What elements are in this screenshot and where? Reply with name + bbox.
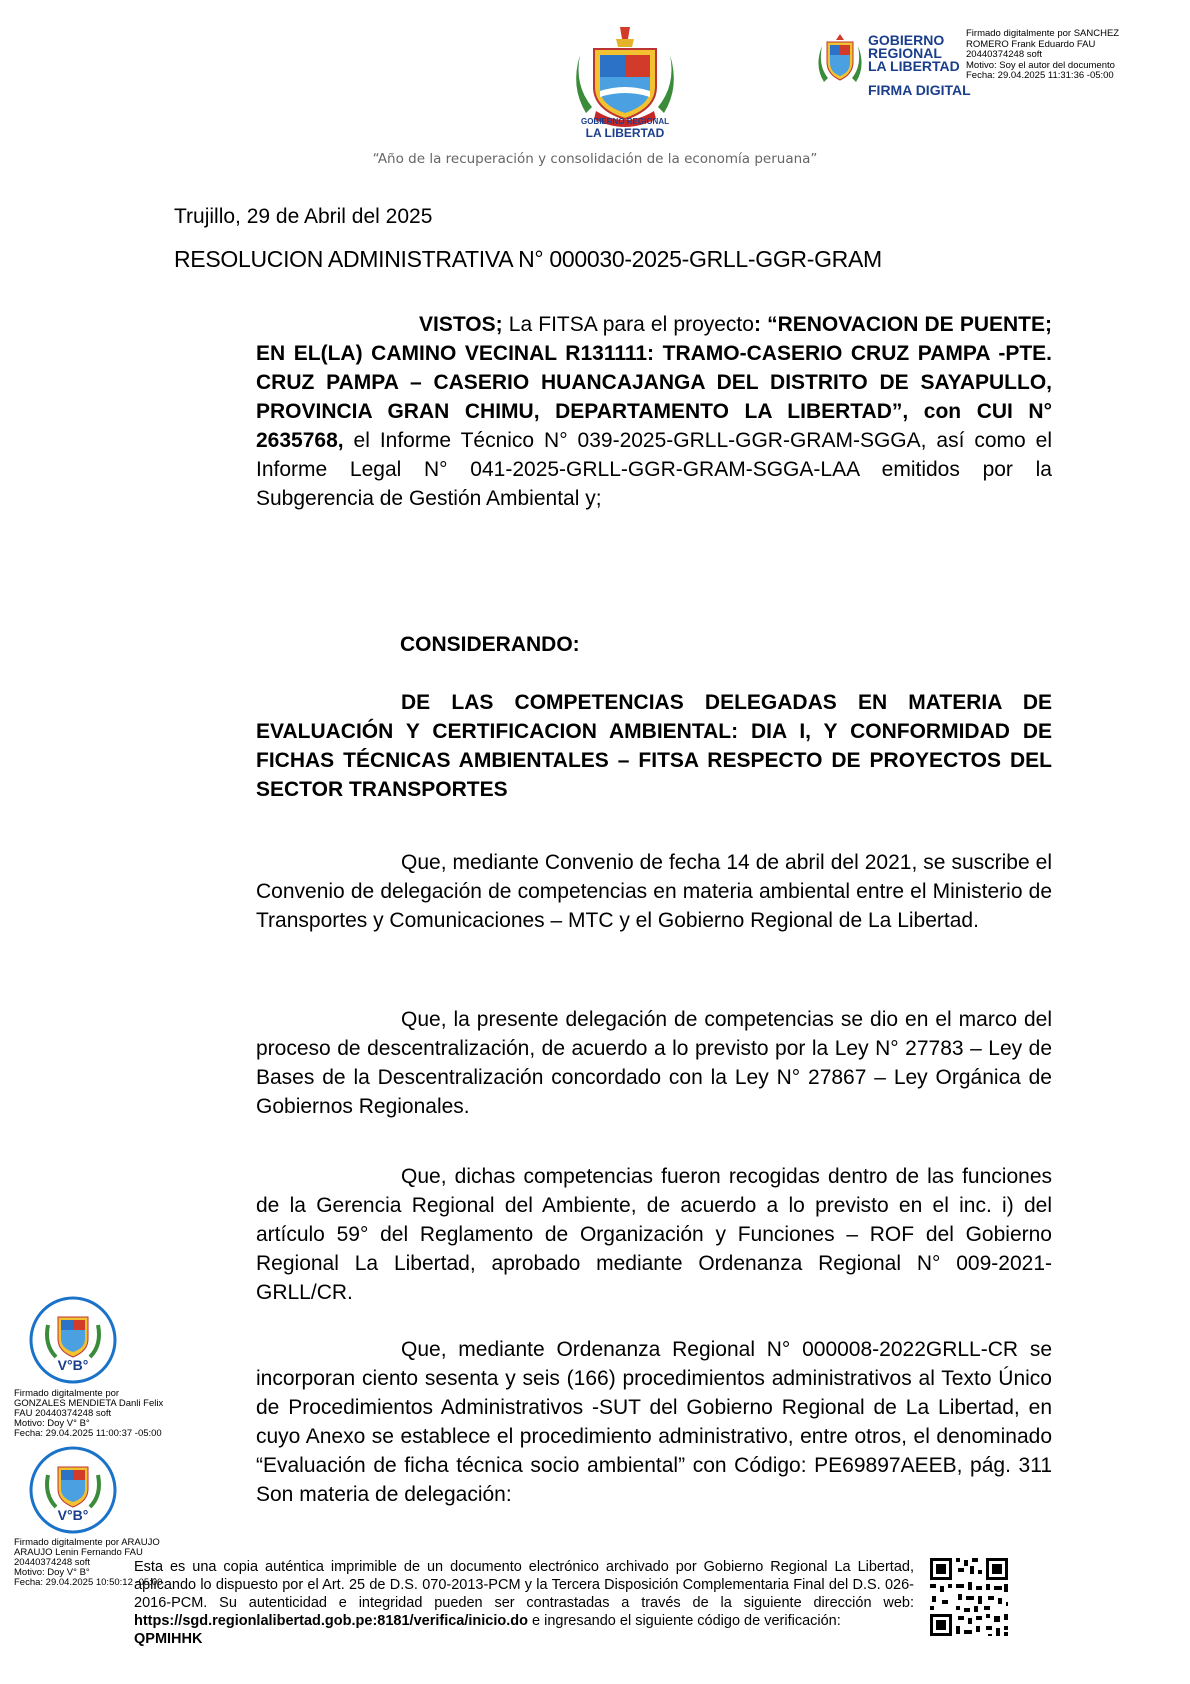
- signature-org: [868, 34, 960, 73]
- signature-line: 20440374248 soft: [966, 49, 1043, 60]
- signature-line: ROMERO Frank Eduardo FAU: [966, 38, 1096, 50]
- paragraph: [256, 1335, 1052, 1509]
- vistos-project: : “RENOVACION DE PUENTE; EN EL(LA) CAMINO VECINAL R131111: TRAMO-CASERIO CRUZ PAMPA -PTE. CRUZ PAMPA – CASERIO HUANCAJANGA DEL DISTRITO DE SAYAPULLO, PROVINCIA GRAN CHIMU, DEPARTAMENTO LA LIBERTAD”, con CUI N° 2635768,: [256, 313, 1052, 452]
- signature-line: Firmado digitalmente por SANCHEZ: [966, 28, 1120, 39]
- vistos-paragraph: [256, 310, 1052, 513]
- signature-org-line-2: REGIONAL: [868, 45, 942, 61]
- stamp-line: Fecha: 29.04.2025 11:00:37 -05:00: [14, 1428, 162, 1439]
- notice-text-2: e ingresando el siguiente código de verificación:: [528, 1613, 841, 1629]
- paragraph-text: Que, la presente delegación de competencias se dio en el marco del proceso de descentralización, de acuerdo a lo previsto por la Ley N° 27783 – Ley de Bases de la Descentralización concordado con la Ley N° 27867 – Ley Orgánica de Gobiernos Regionales.: [256, 1008, 1052, 1118]
- qr-code: [928, 1556, 1010, 1638]
- qr-code-icon: [928, 1556, 1010, 1638]
- document-date: Trujillo, 29 de Abril del 2025: [174, 205, 433, 228]
- signature-line: Motivo: Soy el autor del documento: [966, 59, 1115, 71]
- signature-org-line-3: LA LIBERTAD: [868, 58, 960, 74]
- vistos-text-1: La FITSA para el proyecto: [502, 313, 754, 336]
- authenticity-notice: [134, 1558, 914, 1648]
- stamp-line: Firmado digitalmente por: [14, 1388, 120, 1399]
- vobo-stamp-2: [28, 1445, 118, 1535]
- stamp-line: GONZALES MENDIETA Danli Felix: [14, 1398, 164, 1409]
- considerando-heading: CONSIDERANDO:: [400, 633, 580, 656]
- notice-text-1: Esta es una copia auténtica imprimible de un documento electrónico archivado por Gobierno Regional La Libertad, aplicando lo dispuesto por el Art. 25 de D.S. 070-2013-PCM y la Tercera Disposición Complementaria Final del D.S. 026- 2016-PCM. Su autenticidad e integridad pueden ser contrastadas a través de la siguiente dirección web:: [134, 1559, 914, 1611]
- paragraph: [256, 1162, 1052, 1307]
- signature-org-line-1: GOBIERNO: [868, 32, 945, 48]
- verification-code: QPMIHHK: [134, 1631, 203, 1647]
- firma-digital-label: FIRMA DIGITAL: [868, 82, 971, 98]
- vistos-label: VISTOS;: [419, 313, 503, 336]
- signature-logo-icon: [818, 32, 862, 88]
- competencias-heading: [256, 688, 1052, 804]
- stamp-details-1: [14, 1389, 184, 1439]
- logo-line-2: LA LIBERTAD: [585, 126, 665, 140]
- stamp-line: Firmado digitalmente por ARAUJO: [14, 1537, 160, 1548]
- document-title: RESOLUCION ADMINISTRATIVA N° 000030-2025-GRLL-GGR-GRAM: [174, 246, 882, 272]
- stamp-line: Motivo: Doy V° B°: [14, 1418, 90, 1429]
- stamp-line: Fecha: 29.04.2025 10:50:12 -05:00: [14, 1577, 163, 1588]
- vobo-stamp-1: [28, 1295, 118, 1385]
- stamp-line: FAU 20440374248 soft: [14, 1408, 112, 1419]
- motto: “Año de la recuperación y consolidación de la economía peruana”: [372, 151, 818, 167]
- paragraph: [256, 848, 1052, 935]
- stamp-line: ARAUJO Lenin Fernando FAU: [14, 1547, 143, 1558]
- paragraph-text: Que, dichas competencias fueron recogidas dentro de las funciones de la Gerencia Regional del Ambiente, de acuerdo a lo previsto en el inc. i) del artículo 59° del Reglamento de Organización y Funciones – ROF del Gobierno Regional La Libertad, aprobado mediante Ordenanza Regional N° 009-2021-GRLL/CR.: [256, 1165, 1052, 1304]
- vobo-label: V°B°: [57, 1357, 89, 1373]
- paragraph: [256, 1005, 1052, 1121]
- stamp-line: Motivo: Doy V° B°: [14, 1567, 90, 1578]
- signature-line: Fecha: 29.04.2025 11:31:36 -05:00: [966, 70, 1114, 81]
- signature-details-top: [966, 29, 1166, 82]
- regional-logo: [570, 25, 680, 145]
- vistos-text-2: el Informe Técnico N° 039-2025-GRLL-GGR-GRAM-SGGA, así como el Informe Legal N° 041-2025-GRLL-GGR-GRAM-SGGA-LAA emitidos por la Subgerencia de Gestión Ambiental y;: [256, 429, 1052, 510]
- paragraph-text: Que, mediante Convenio de fecha 14 de abril del 2021, se suscribe el Convenio de delegación de competencias en materia ambiental entre el Ministerio de Transportes y Comunicaciones – MTC y el Gobierno Regional de La Libertad.: [256, 851, 1052, 932]
- logo-line-1: GOBIERNO REGIONAL: [580, 117, 669, 126]
- verification-url[interactable]: https://sgd.regionlalibertad.gob.pe:8181/verifica/inicio.do: [134, 1613, 528, 1629]
- paragraph-text: Que, mediante Ordenanza Regional N° 000008-2022GRLL-CR se incorporan ciento sesenta y seis (166) procedimientos administrativos al Texto Único de Procedimientos Administrativos -SUT del Gobierno Regional de La Libertad, en cuyo Anexo se establece el procedimiento administrativo, entre otros, el denominado “Evaluación de ficha técnica socio ambiental” con Código: PE69897AEEB, pág. 311 Son materia de delegación:: [256, 1338, 1052, 1506]
- competencias-text: DE LAS COMPETENCIAS DELEGADAS EN MATERIA DE EVALUACIÓN Y CERTIFICACION AMBIENTAL: DIA I, Y CONFORMIDAD DE FICHAS TÉCNICAS AMBIENTALES – FITSA RESPECTO DE PROYECTOS DEL SECTOR TRANSPORTES: [256, 691, 1052, 801]
- stamp-line: 20440374248 soft: [14, 1557, 91, 1568]
- vobo-label: V°B°: [57, 1507, 89, 1523]
